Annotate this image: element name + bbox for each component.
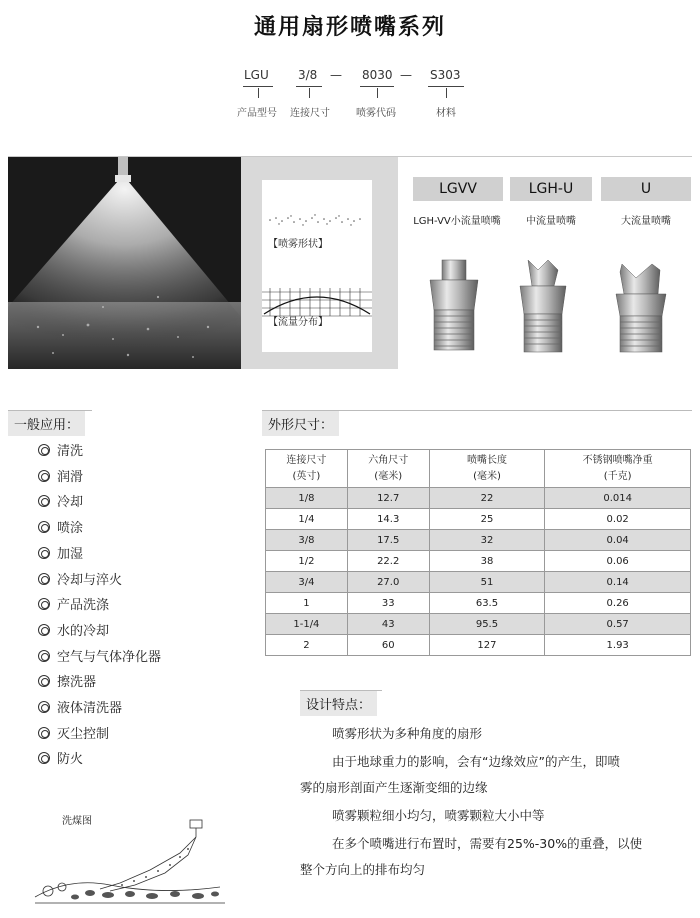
table-row: [266, 572, 691, 593]
feature-line-1: 喷雾形状为多种角度的扇形: [332, 726, 483, 741]
table-cell: 51: [429, 572, 545, 593]
table-cell: 0.57: [545, 614, 691, 635]
application-label: 冷却与淬火: [57, 572, 123, 588]
spray-shape-label: 【喷雾形状】: [268, 239, 328, 250]
table-cell: 0.14: [545, 572, 691, 593]
code-connection-size: 3/8: [298, 68, 318, 82]
application-label: 冷却: [57, 495, 84, 511]
table-row: [266, 488, 691, 509]
nozzle-header-lgh-u: LGH-U: [510, 177, 592, 201]
table-cell: 25: [429, 509, 545, 530]
lgh-u-nozzle-image: [520, 260, 566, 352]
application-item: [38, 671, 96, 690]
header-nozzle-length: 喷嘴长度 (毫米): [429, 450, 545, 488]
features-title: 设计特点：: [300, 691, 377, 716]
code-underline-3: [360, 86, 394, 87]
nozzle-header-u: U: [601, 177, 691, 201]
table-cell: 0.02: [545, 509, 691, 530]
table-cell: 32: [429, 530, 545, 551]
table-row: [266, 593, 691, 614]
u-nozzle-image: [616, 264, 666, 352]
dimensions-table: [265, 449, 691, 656]
code-spray-code: 8030: [362, 68, 393, 82]
nozzle-desc-lgvv: LGH-VV小流量喷嘴: [413, 216, 501, 227]
application-item: [38, 697, 122, 716]
double-circle-icon: [38, 495, 50, 507]
feature-line-2: 由于地球重力的影响，会有“边缘效应”的产生，即喷: [332, 754, 620, 769]
application-label: 擦洗器: [57, 675, 97, 691]
table-cell: 95.5: [429, 614, 545, 635]
table-row: [266, 551, 691, 572]
application-item: [38, 620, 109, 639]
dimensions-title: 外形尺寸：: [262, 411, 339, 436]
nozzle-desc-u: 大流量喷嘴: [621, 216, 671, 227]
application-label: 产品洗涤: [57, 598, 110, 614]
table-cell: 22.2: [347, 551, 429, 572]
double-circle-icon: [38, 521, 50, 533]
table-cell: 38: [429, 551, 545, 572]
application-item: [38, 569, 122, 588]
application-item: [38, 646, 161, 665]
coal-wash-illustration: [30, 815, 235, 910]
table-row: [266, 530, 691, 551]
header-net-weight: 不锈钢喷嘴净重 (千克): [545, 450, 691, 488]
application-item: [38, 748, 83, 767]
code-underline-4: [428, 86, 464, 87]
code-tick-1: [258, 88, 259, 98]
table-cell: 22: [429, 488, 545, 509]
application-label: 喷涂: [57, 521, 84, 537]
application-item: [38, 440, 83, 459]
page-title: 通用扇形喷嘴系列: [253, 15, 446, 40]
double-circle-icon: [38, 675, 50, 687]
table-row: [266, 509, 691, 530]
application-label: 清洗: [57, 444, 84, 459]
application-item: [38, 723, 109, 742]
double-circle-icon: [38, 598, 50, 610]
table-cell: 1/4: [266, 509, 348, 530]
feature-line-4: 喷雾颗粒细小均匀，喷雾颗粒大小中等: [332, 808, 545, 823]
label-material: 材料: [436, 108, 456, 119]
table-cell: 27.0: [347, 572, 429, 593]
application-label: 液体清洗器: [57, 701, 123, 716]
nozzle-desc-lgh-u: 中流量喷嘴: [526, 216, 576, 227]
table-cell: 1/2: [266, 551, 348, 572]
table-cell: 0.04: [545, 530, 691, 551]
table-row: [266, 614, 691, 635]
lgvv-nozzle-image: [430, 260, 478, 350]
code-tick-2: [309, 88, 310, 98]
application-label: 防火: [57, 752, 84, 768]
code-material: S303: [430, 68, 461, 82]
header-connection-size: 连接尺寸 (英寸): [266, 450, 348, 488]
table-cell: 0.014: [545, 488, 691, 509]
double-circle-icon: [38, 752, 50, 764]
label-spray-code: 喷雾代码: [356, 108, 396, 119]
coal-wash-caption: 洗煤图: [62, 816, 92, 827]
table-cell: 14.3: [347, 509, 429, 530]
table-cell: 3/4: [266, 572, 348, 593]
label-product-model: 产品型号: [237, 108, 277, 119]
table-cell: 127: [429, 635, 545, 656]
table-row: [266, 635, 691, 656]
table-cell: 3/8: [266, 530, 348, 551]
double-circle-icon: [38, 624, 50, 636]
application-label: 加湿: [57, 546, 84, 562]
label-connection-size: 连接尺寸: [290, 108, 330, 119]
feature-line-5: 在多个喷嘴进行布置时，需要有25%-30%的重叠，以使: [332, 836, 643, 851]
application-label: 润滑: [57, 469, 84, 485]
application-label: 灭尘控制: [57, 726, 110, 742]
nozzle-header-lgvv: LGVV: [413, 177, 503, 201]
table-cell: 12.7: [347, 488, 429, 509]
application-item: [38, 491, 83, 510]
code-tick-4: [446, 88, 447, 98]
flow-distribution-label: 【流量分布】: [268, 317, 328, 328]
nozzle-images: [420, 250, 690, 360]
double-circle-icon: [38, 701, 50, 713]
double-circle-icon: [38, 573, 50, 585]
code-tick-3: [377, 88, 378, 98]
double-circle-icon: [38, 470, 50, 482]
header-hex-size: 六角尺寸 (毫米): [347, 450, 429, 488]
application-item: [38, 594, 109, 613]
table-cell: 1: [266, 593, 348, 614]
table-cell: 1.93: [545, 635, 691, 656]
table-cell: 17.5: [347, 530, 429, 551]
code-underline-2: [296, 86, 322, 87]
application-item: [38, 543, 83, 562]
table-cell: 2: [266, 635, 348, 656]
application-label: 空气与气体净化器: [57, 649, 162, 665]
table-cell: 33: [347, 593, 429, 614]
feature-line-6: 整个方向上的排布均匀: [300, 862, 426, 877]
code-underline-1: [243, 86, 273, 87]
double-circle-icon: [38, 650, 50, 662]
application-item: [38, 517, 83, 536]
applications-title: 一般应用：: [8, 411, 85, 436]
application-item: [38, 466, 83, 485]
table-cell: 63.5: [429, 593, 545, 614]
application-label: 水的冷却: [57, 623, 110, 639]
table-cell: 1/8: [266, 488, 348, 509]
table-header-row: [266, 450, 691, 488]
code-product-model: LGU: [244, 68, 269, 82]
feature-line-3: 雾的扇形剖面产生逐渐变细的边缘: [300, 780, 488, 795]
double-circle-icon: [38, 444, 50, 456]
table-cell: 0.06: [545, 551, 691, 572]
code-dash-1: —: [330, 68, 342, 82]
code-dash-2: —: [400, 68, 412, 82]
double-circle-icon: [38, 727, 50, 739]
spray-photo: [8, 157, 241, 369]
table-cell: 43: [347, 614, 429, 635]
table-cell: 60: [347, 635, 429, 656]
double-circle-icon: [38, 547, 50, 559]
table-cell: 1-1/4: [266, 614, 348, 635]
table-cell: 0.26: [545, 593, 691, 614]
